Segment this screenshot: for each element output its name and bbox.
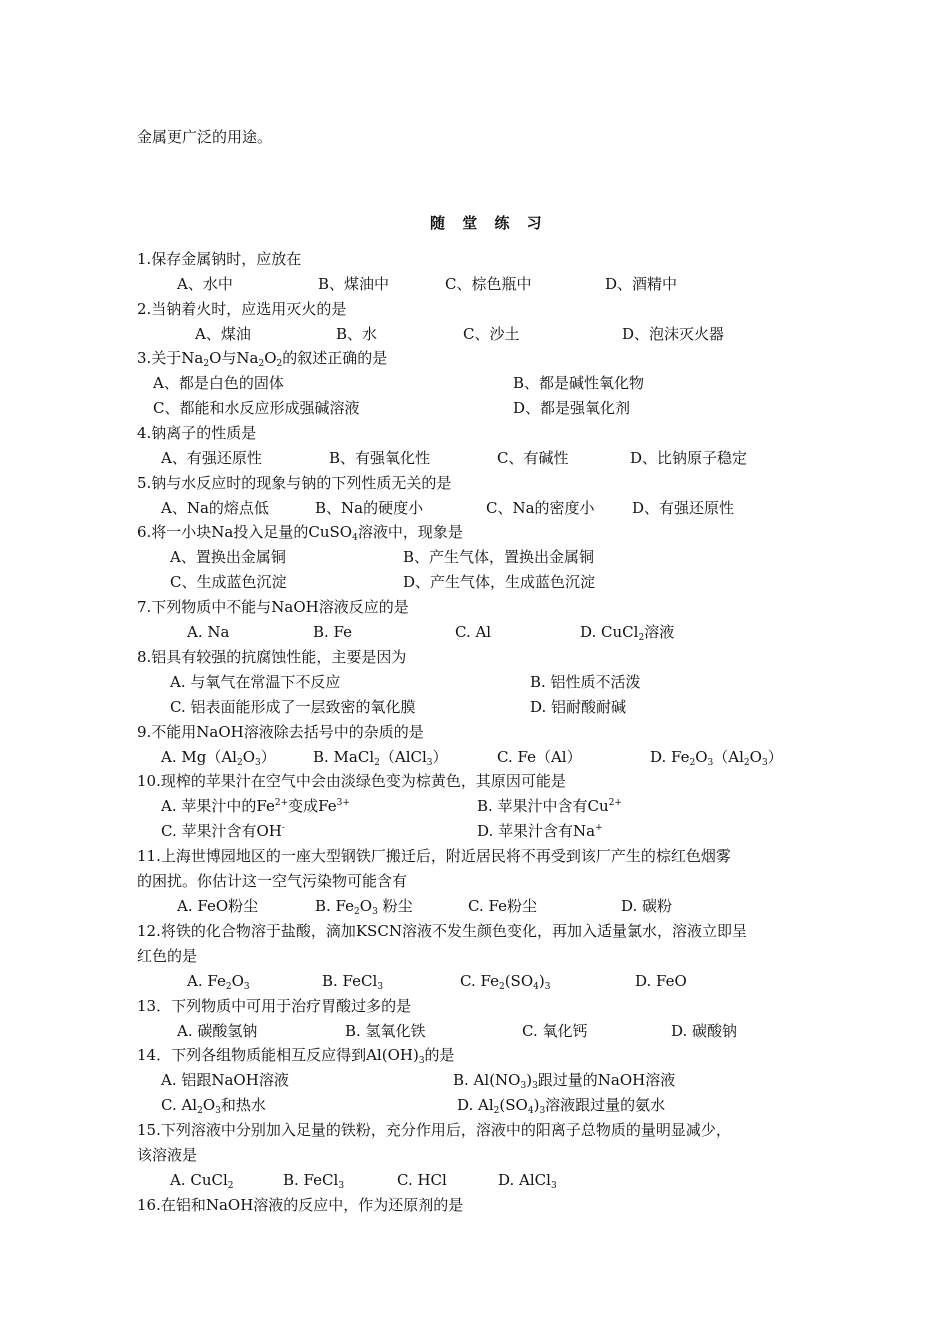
question-3-option-d: D、都是强氧化剂 <box>513 399 631 417</box>
question-2-option-d: D、泡沫灭火器 <box>622 325 725 343</box>
question-10-option-c: C. 苹果汁含有OH- <box>161 822 285 840</box>
question-13-option-c: C. 氧化钙 <box>522 1022 588 1040</box>
question-6-option-a: A、置换出金属铜 <box>170 548 286 566</box>
question-9-stem: 9.不能用NaOH溶液除去括号中的杂质的是 <box>137 723 424 741</box>
question-12-option-c: C. $Fe_2(SO_4)_3$ <box>460 972 551 992</box>
section-title: 随 堂 练 习 <box>430 214 548 232</box>
question-11-stem-cont: 的困扰。你估计这一空气污染物可能含有 <box>137 872 408 890</box>
question-12-option-d: D. FeO <box>635 972 687 990</box>
question-6-stem: 6.将一小块Na投入足量的CuSO$_4$溶液中，现象是 <box>137 523 463 543</box>
question-9-option-b: B. MaCl$_2$（AlCl$_3$） <box>313 748 448 768</box>
question-3-option-a: A、都是白色的固体 <box>153 374 284 392</box>
question-11-option-b: B. $Fe_2O_3$ 粉尘 <box>315 897 413 917</box>
question-7-option-a: A. Na <box>187 623 230 641</box>
question-15-stem: 15.下列溶液中分别加入足量的铁粉，充分作用后，溶液中的阳离子总物质的量明显减少， <box>137 1121 731 1139</box>
question-15-stem-cont: 该溶液是 <box>137 1146 198 1164</box>
question-12-stem: 12.将铁的化合物溶于盐酸，滴加KSCN溶液不发生颜色变化，再加入适量氯水，溶液立即呈 <box>137 922 747 940</box>
question-4-option-d: D、比钠原子稳定 <box>630 449 748 467</box>
question-8-option-b: B. 铝性质不活泼 <box>530 673 641 691</box>
question-7-stem: 7.下列物质中不能与NaOH溶液反应的是 <box>137 598 409 616</box>
question-13-option-d: D. 碳酸钠 <box>671 1022 738 1040</box>
question-1-stem: 1.保存金属钠时，应放在 <box>137 250 302 268</box>
question-14-option-b: B. $Al(NO_3)_3$跟过量的NaOH溶液 <box>453 1071 676 1091</box>
question-4-stem: 4.钠离子的性质是 <box>137 424 257 442</box>
question-5-stem: 5.钠与水反应时的现象与钠的下列性质无关的是 <box>137 474 452 492</box>
question-11-option-d: D. 碳粉 <box>621 897 673 915</box>
question-8-stem: 8.铝具有较强的抗腐蚀性能，主要是因为 <box>137 648 407 666</box>
question-15-option-a: A. CuCl$_2$ <box>170 1171 234 1191</box>
question-13-stem: 13．下列物质中可用于治疗胃酸过多的是 <box>137 997 412 1015</box>
question-11-option-c: C. Fe粉尘 <box>468 897 537 915</box>
question-15-option-b: B. FeCl$_3$ <box>283 1171 345 1191</box>
question-15-option-d: D. AlCl$_3$ <box>498 1171 557 1191</box>
question-2-option-b: B、水 <box>336 325 378 343</box>
question-7-option-c: C. Al <box>455 623 492 641</box>
question-8-option-d: D. 铝耐酸耐碱 <box>530 698 627 716</box>
question-13-option-b: B. 氢氧化铁 <box>345 1022 426 1040</box>
question-7-option-b: B. Fe <box>313 623 353 641</box>
question-5-option-c: C、Na的密度小 <box>486 499 595 517</box>
question-2-stem: 2.当钠着火时，应选用灭火的是 <box>137 300 347 318</box>
question-4-option-b: B、有强氧化性 <box>329 449 431 467</box>
question-3-stem: 3.关于$Na_2O$与$Na_2O_2$的叙述正确的是 <box>137 349 388 369</box>
question-10-option-d: D. 苹果汁含有Na+ <box>477 822 603 840</box>
question-8-option-a: A. 与氧气在常温下不反应 <box>170 673 341 691</box>
question-1-option-b: B、煤油中 <box>318 275 390 293</box>
question-1-option-a: A、水中 <box>177 275 233 293</box>
question-14-option-c: C. $Al_2O_3$和热水 <box>161 1096 266 1116</box>
question-10-option-a: A. 苹果汁中的$Fe^{2+}$变成$Fe^{3+}$ <box>161 797 350 815</box>
question-11-option-a: A. FeO粉尘 <box>177 897 259 915</box>
question-15-option-c: C. HCl <box>397 1171 447 1189</box>
question-13-option-a: A. 碳酸氢钠 <box>177 1022 258 1040</box>
question-14-option-a: A. 铝跟NaOH溶液 <box>161 1071 289 1089</box>
question-14-option-d: D. $Al_2(SO_4)_3$溶液跟过量的氨水 <box>457 1096 666 1116</box>
question-12-stem-cont: 红色的是 <box>137 947 198 965</box>
question-10-option-b: B. 苹果汁中含有$Cu^{2+}$ <box>477 797 622 815</box>
question-4-option-a: A、有强还原性 <box>161 449 262 467</box>
intro-tail-text: 金属更广泛的用途。 <box>137 128 273 146</box>
question-6-option-d: D、产生气体，生成蓝色沉淀 <box>403 573 596 591</box>
question-5-option-b: B、Na的硬度小 <box>315 499 424 517</box>
question-5-option-d: D、有强还原性 <box>632 499 735 517</box>
question-2-option-c: C、沙土 <box>463 325 520 343</box>
question-9-option-d: D. $Fe_2O_3(Al_2O_3)$ <box>650 748 783 768</box>
question-1-option-c: C、棕色瓶中 <box>445 275 532 293</box>
question-9-option-a: A. $Mg(Al_2O_3)$ <box>161 748 276 768</box>
question-6-option-b: B、产生气体，置换出金属铜 <box>403 548 595 566</box>
question-7-option-d: D. CuCl$_2$溶液 <box>580 623 675 643</box>
question-12-option-b: B. FeCl$_3$ <box>322 972 384 992</box>
question-2-option-a: A、煤油 <box>195 325 251 343</box>
question-11-stem: 11.上海世博园地区的一座大型钢铁厂搬迁后，附近居民将不再受到该厂产生的棕红色烟雾 <box>137 847 731 865</box>
question-12-option-a: A. $Fe_2O_3$ <box>187 972 250 992</box>
question-3-option-c: C、都能和水反应形成强碱溶液 <box>153 399 360 417</box>
question-5-option-a: A、Na的熔点低 <box>161 499 269 517</box>
question-16-stem: 16.在铝和NaOH溶液的反应中，作为还原剂的是 <box>137 1196 464 1214</box>
question-9-option-c: C. Fe（Al） <box>497 748 582 766</box>
question-1-option-d: D、酒精中 <box>605 275 678 293</box>
question-3-option-b: B、都是碱性氧化物 <box>513 374 645 392</box>
question-6-option-c: C、生成蓝色沉淀 <box>170 573 287 591</box>
question-8-option-c: C. 铝表面能形成了一层致密的氧化膜 <box>170 698 416 716</box>
question-14-stem: 14．下列各组物质能相互反应得到$Al(OH)_3$的是 <box>137 1046 455 1066</box>
question-10-stem: 10.现榨的苹果汁在空气中会由淡绿色变为棕黄色，其原因可能是 <box>137 772 566 790</box>
question-4-option-c: C、有碱性 <box>497 449 569 467</box>
